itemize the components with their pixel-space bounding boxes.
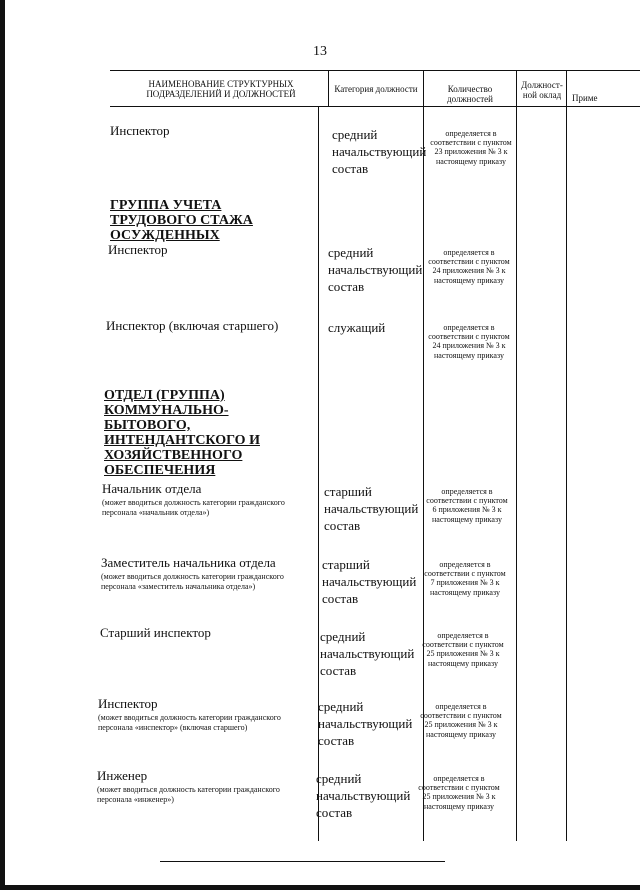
position-category: средний начальствующий состав — [328, 245, 423, 294]
footer-rule — [160, 861, 445, 862]
scan-bottom-edge — [0, 885, 640, 890]
header-note: Приме — [572, 93, 598, 103]
header-category: Категория должности — [334, 84, 418, 94]
table-top-rule — [110, 70, 640, 71]
position-title: Инспектор — [108, 242, 168, 257]
section-heading: ГРУППА УЧЕТА ТРУДОВОГО СТАЖА ОСУЖДЕННЫХ — [110, 198, 253, 243]
position-title — [98, 696, 310, 733]
position-title — [97, 768, 309, 805]
position-quantity: определяется в соответствии с пунктом 6 приложения № 3 к настоящему приказу — [426, 487, 508, 524]
position-category: старший начальствующий состав — [322, 557, 417, 606]
column-divider — [516, 70, 517, 841]
section-heading: ОТДЕЛ (ГРУППА) КОММУНАЛЬНО-БЫТОВОГО, ИНТЕНДАНТСКОГО И ХОЗЯЙСТВЕННОГО ОБЕСПЕЧЕНИЯ — [104, 388, 260, 478]
position-quantity: определяется в соответствии с пунктом 24 приложения № 3 к настоящему приказу — [428, 323, 510, 360]
position-title — [101, 555, 313, 592]
position-title: Инспектор — [110, 123, 170, 138]
position-quantity: определяется в соответствии с пунктом 24 приложения № 3 к настоящему приказу — [428, 248, 510, 285]
position-quantity: определяется в соответствии с пунктом 25 приложения № 3 к настоящему приказу — [420, 702, 502, 739]
position-quantity: определяется в соответствии с пунктом 23 приложения № 3 к настоящему приказу — [430, 129, 512, 166]
header-name: НАИМЕНОВАНИЕ СТРУКТУРНЫХ ПОДРАЗДЕЛЕНИЙ И ДОЛЖНОСТЕЙ — [146, 79, 296, 99]
staff-table — [96, 62, 640, 842]
table-header-rule — [110, 106, 640, 107]
column-divider — [566, 70, 567, 841]
scan-left-edge — [0, 0, 5, 890]
position-title: Инспектор (включая старшего) — [106, 318, 279, 333]
position-note: (может вводиться должность категории гражданского персонала «заместитель начальника отдела») — [101, 572, 284, 591]
position-title-text: Начальник отдела — [102, 481, 202, 496]
header-salary: Должност- ной оклад — [521, 80, 563, 100]
header-quantity: Количество должностей — [447, 84, 493, 104]
position-category: служащий — [328, 320, 386, 335]
position-category: старший начальствующий состав — [324, 484, 419, 533]
position-note: (может вводиться должность категории гражданского персонала «начальник отдела») — [102, 498, 285, 517]
position-title-text: Инспектор — [98, 696, 158, 711]
page-number: 13 — [313, 44, 327, 59]
position-title-text: Инженер — [97, 768, 148, 783]
position-quantity: определяется в соответствии с пунктом 7 приложения № 3 к настоящему приказу — [424, 560, 506, 597]
position-category: средний начальствующий состав — [332, 127, 427, 176]
position-title — [102, 481, 314, 518]
position-title-text: Заместитель начальника отдела — [101, 555, 276, 570]
position-quantity: определяется в соответствии с пунктом 25 приложения № 3 к настоящему приказу — [422, 631, 504, 668]
position-note: (может вводиться должность категории гражданского персонала «инженер») — [97, 785, 280, 804]
position-note: (может вводиться должность категории гражданского персонала «инспектор» (включая старшего) — [98, 713, 281, 732]
position-category: средний начальствующий состав — [318, 699, 413, 748]
position-category: средний начальствующий состав — [320, 629, 415, 678]
position-quantity: определяется в соответствии с пунктом 25 приложения № 3 к настоящему приказу — [418, 774, 500, 811]
position-category: средний начальствующий состав — [316, 771, 411, 820]
position-title: Старший инспектор — [100, 625, 211, 640]
column-divider — [328, 70, 329, 106]
